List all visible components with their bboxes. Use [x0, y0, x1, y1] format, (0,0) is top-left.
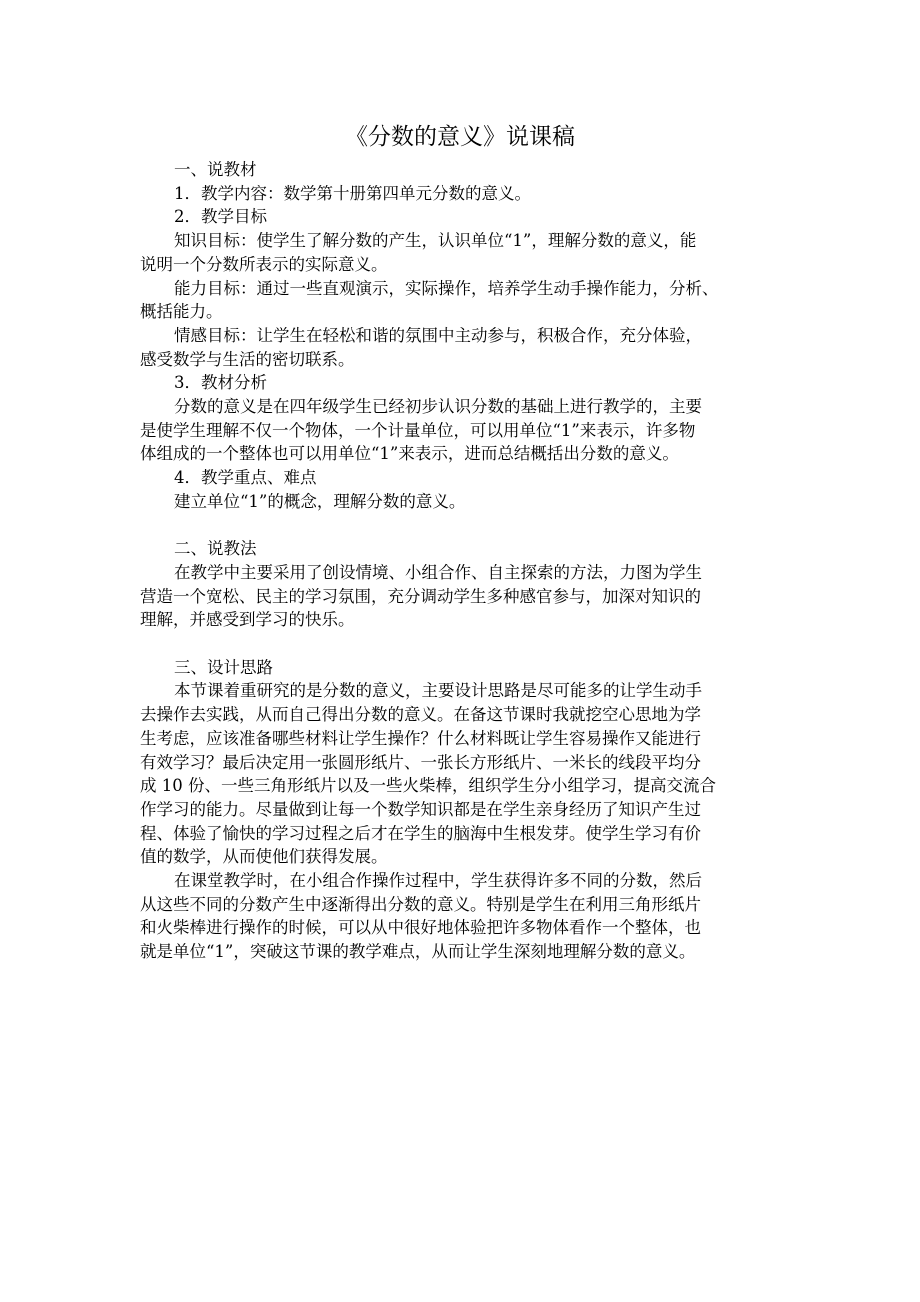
- text-line: 建立单位“1”的概念，理解分数的意义。: [174, 491, 466, 511]
- text-line: 一、说教材: [174, 160, 257, 179]
- document-lines: [140, 158, 780, 964]
- blank-line: [140, 632, 780, 656]
- text-line: 2．教学目标: [174, 207, 267, 227]
- text-line: 4．教学重点、难点: [174, 468, 317, 488]
- text-line: 和火柴棒进行操作的时候，可以从中很好地体验把许多物体看作一个整体，也: [140, 918, 701, 938]
- text-line: 本节课着重研究的是分数的意义，主要设计思路是尽可能多的让学生动手: [174, 681, 702, 701]
- text-line: 1．教学内容：数学第十册第四单元分数的意义。: [174, 183, 531, 203]
- text-line: 在教学中主要采用了创设情境、小组合作、自主探索的方法，力图为学生: [174, 562, 702, 582]
- text-line: 从这些不同的分数产生中逐渐得出分数的意义。特别是学生在利用三角形纸片: [140, 894, 701, 914]
- text-line: 程、体验了愉快的学习过程之后才在学生的脑海中生根发芽。使学生学习有价: [140, 823, 701, 843]
- text-line: 3．教材分析: [174, 373, 267, 393]
- text-line: 理解，并感受到学习的快乐。: [140, 610, 355, 630]
- text-line: 值的数学，从而使他们获得发展。: [140, 847, 388, 867]
- text-line: 作学习的能力。尽量做到让每一个数学知识都是在学生亲身经历了知识产生过: [140, 799, 701, 819]
- text-line: 情感目标：让学生在轻松和谐的氛围中主动参与，积极合作，充分体验，: [174, 325, 702, 345]
- text-line: 就是单位“1”，突破这节课的教学难点，从而让学生深刻地理解分数的意义。: [140, 942, 696, 962]
- text-line: 知识目标：使学生了解分数的产生，认识单位“1”，理解分数的意义，能: [174, 231, 697, 251]
- text-line: 分数的意义是在四年级学生已经初步认识分数的基础上进行教学的，主要: [174, 397, 702, 417]
- text-line: 说明一个分数所表示的实际意义。: [140, 254, 388, 274]
- document-body: [140, 120, 780, 964]
- text-line: 概括能力。: [140, 302, 223, 322]
- text-line: 生考虑，应该准备哪些材料让学生操作？什么材料既让学生容易操作又能进行: [140, 728, 701, 748]
- text-line: 能力目标：通过一些直观演示，实际操作，培养学生动手操作能力，分析、: [174, 278, 719, 298]
- text-line: 营造一个宽松、民主的学习氛围，充分调动学生多种感官参与，加深对知识的: [140, 586, 701, 606]
- text-line: 去操作去实践，从而自己得出分数的意义。在备这节课时我就挖空心思地为学: [140, 705, 701, 725]
- text-line: 体组成的一个整体也可以用单位“1”来表示，进而总结概括出分数的意义。: [140, 444, 679, 464]
- text-line: 三、设计思路: [174, 657, 273, 677]
- text-line: 有效学习？最后决定用一张圆形纸片、一张长方形纸片、一米长的线段平均分: [140, 752, 701, 772]
- blank-line: [140, 514, 780, 538]
- text-line: 是使学生理解不仅一个物体，一个计量单位，可以用单位“1”来表示，许多物: [140, 420, 696, 440]
- text-line: 感受数学与生活的密切联系。: [140, 349, 355, 369]
- text-line: 二、说教法: [174, 539, 257, 559]
- text-line: 成 10 份、一些三角形纸片以及一些火柴棒，组织学生分小组学习，提高交流合: [140, 776, 716, 796]
- text-line: 在课堂教学时，在小组合作操作过程中，学生获得许多不同的分数，然后: [174, 871, 702, 891]
- document-title: 《分数的意义》说课稿: [345, 124, 575, 150]
